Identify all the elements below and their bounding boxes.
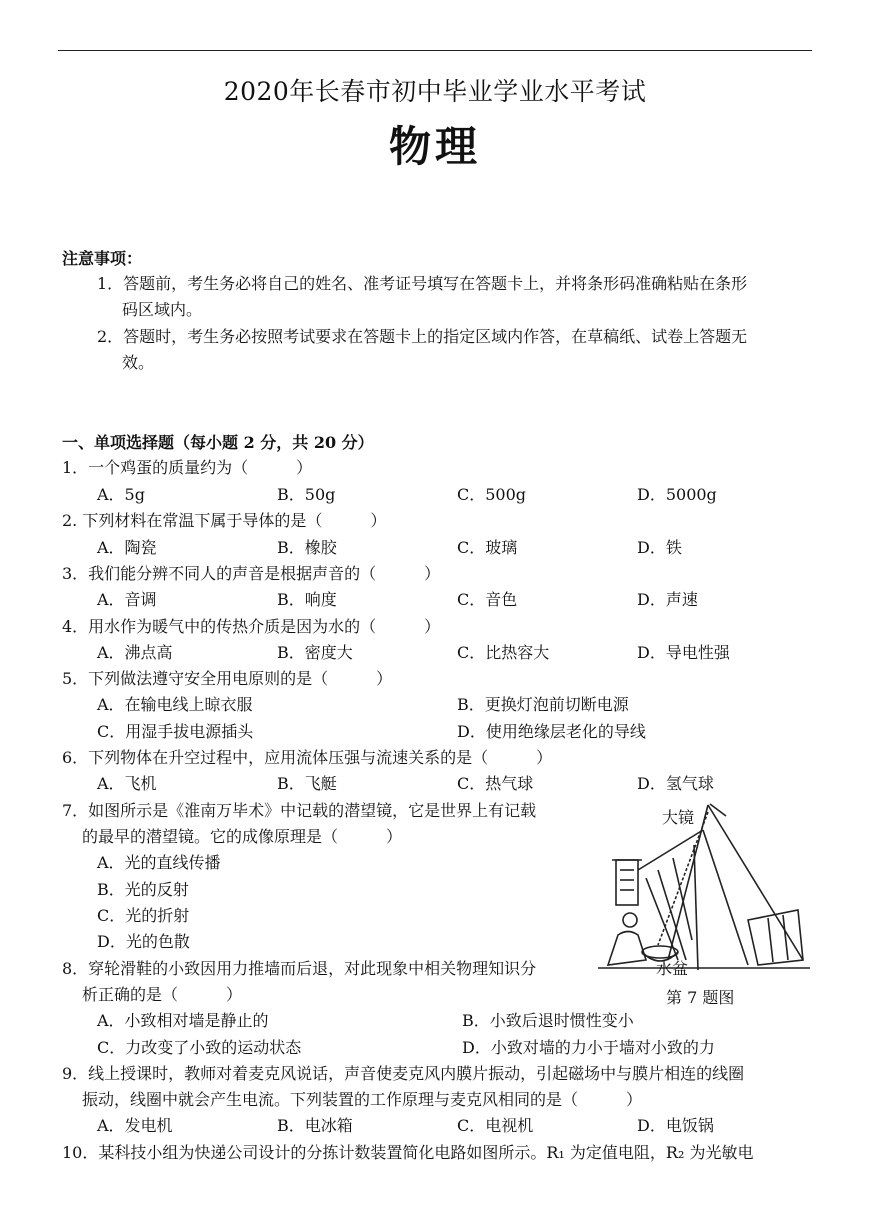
question-7-option-c: C．光的折射 bbox=[97, 906, 190, 925]
question-2-option-a: A．陶瓷 bbox=[97, 538, 157, 557]
figure-label-water-basin: 水盆 bbox=[656, 959, 689, 978]
question-3-option-d: D．声速 bbox=[637, 590, 698, 609]
question-1-option-c: C．500g bbox=[457, 485, 527, 504]
question-6-stem: 6．下列物体在升空过程中，应用流体压强与流速关系的是（ ） bbox=[62, 748, 553, 767]
question-9-option-c: C．电视机 bbox=[457, 1116, 534, 1135]
notice-item-1-line2: 码区域内。 bbox=[122, 300, 203, 319]
question-2-stem: 2. 下列材料在常温下属于导体的是（ ） bbox=[62, 511, 387, 530]
notice-item-1-line1: 1．答题前，考生务必将自己的姓名、准考证号填写在答题卡上，并将条形码准确粘贴在条形 bbox=[97, 274, 748, 293]
question-7-option-a: A．光的直线传播 bbox=[97, 853, 221, 872]
question-1-stem: 1．一个鸡蛋的质量约为（ ） bbox=[62, 458, 313, 477]
question-1-option-a: A．5g bbox=[97, 485, 145, 504]
question-1-option-d: D．5000g bbox=[637, 485, 717, 504]
figure-label-top-mirror: 大镜 bbox=[662, 808, 695, 827]
question-7-stem-cont: 的最早的潜望镜。它的成像原理是（ ） bbox=[82, 827, 403, 846]
question-8-option-a: A．小致相对墙是静止的 bbox=[97, 1011, 269, 1030]
top-rule bbox=[58, 50, 812, 51]
question-6-option-c: C．热气球 bbox=[457, 774, 534, 793]
question-1-option-b: B．50g bbox=[277, 485, 336, 504]
question-5-option-d: D．使用绝缘层老化的导线 bbox=[457, 722, 646, 741]
question-5-option-a: A．在输电线上晾衣服 bbox=[97, 695, 253, 714]
question-6-option-b: B．飞艇 bbox=[277, 774, 337, 793]
question-2-option-d: D．铁 bbox=[637, 538, 682, 557]
question-4-option-c: C．比热容大 bbox=[457, 643, 550, 662]
figure-caption: 第 7 题图 bbox=[666, 988, 735, 1007]
question-8-option-b: B．小致后退时惯性变小 bbox=[462, 1011, 634, 1030]
question-2-option-c: C．玻璃 bbox=[457, 538, 518, 557]
question-9-stem: 9．线上授课时，教师对着麦克风说话，声音使麦克风内膜片振动，引起磁场中与膜片相连的线圈 bbox=[62, 1064, 745, 1083]
question-8-stem: 8．穿轮滑鞋的小致因用力推墙而后退，对此现象中相关物理知识分 bbox=[62, 959, 537, 978]
question-8-option-d: D．小致对墙的力小于墙对小致的力 bbox=[462, 1038, 715, 1057]
question-9-option-b: B．电冰箱 bbox=[277, 1116, 353, 1135]
question-6-option-d: D．氢气球 bbox=[637, 774, 714, 793]
question-5-stem: 5．下列做法遵守安全用电原则的是（ ） bbox=[62, 669, 393, 688]
periscope-figure-lines bbox=[598, 804, 810, 970]
notice-item-2-line2: 效。 bbox=[122, 353, 155, 372]
question-10-stem: 10．某科技小组为快递公司设计的分拣计数装置简化电路如图所示。R₁ 为定值电阻，R₂ 为光敏电 bbox=[62, 1143, 754, 1162]
question-5-option-b: B．更换灯泡前切断电源 bbox=[457, 695, 629, 714]
question-4-stem: 4．用水作为暖气中的传热介质是因为水的（ ） bbox=[62, 617, 441, 636]
question-8-stem-cont: 析正确的是（ ） bbox=[82, 985, 243, 1004]
question-5-option-c: C．用湿手拔电源插头 bbox=[97, 722, 254, 741]
question-9-option-d: D．电饭锅 bbox=[637, 1116, 714, 1135]
question-3-option-c: C．音色 bbox=[457, 590, 518, 609]
question-2-option-b: B．橡胶 bbox=[277, 538, 337, 557]
question-4-option-d: D．导电性强 bbox=[637, 643, 730, 662]
question-8-option-c: C．力改变了小致的运动状态 bbox=[97, 1038, 302, 1057]
question-6-option-a: A．飞机 bbox=[97, 774, 157, 793]
question-3-option-a: A．音调 bbox=[97, 590, 157, 609]
question-7-option-d: D．光的色散 bbox=[97, 932, 190, 951]
section-heading: 一、单项选择题（每小题 2 分，共 20 分） bbox=[62, 433, 374, 452]
question-4-option-b: B．密度大 bbox=[277, 643, 353, 662]
question-7-stem: 7．如图所示是《淮南万毕术》中记载的潜望镜，它是世界上有记载 bbox=[62, 801, 537, 820]
question-9-stem-cont: 振动，线圈中就会产生电流。下列装置的工作原理与麦克风相同的是（ ） bbox=[82, 1090, 643, 1109]
question-3-stem: 3．我们能分辨不同人的声音是根据声音的（ ） bbox=[62, 564, 441, 583]
periscope-figure bbox=[598, 800, 810, 975]
exam-title: 物理 bbox=[388, 122, 481, 171]
question-4-option-a: A．沸点高 bbox=[97, 643, 173, 662]
notice-heading: 注意事项： bbox=[62, 249, 143, 268]
exam-subtitle: 2020年长春市初中毕业学业水平考试 bbox=[223, 77, 647, 106]
question-7-option-b: B．光的反射 bbox=[97, 880, 189, 899]
question-3-option-b: B．响度 bbox=[277, 590, 337, 609]
notice-item-2-line1: 2．答题时，考生务必按照考试要求在答题卡上的指定区域内作答，在草稿纸、试卷上答题无 bbox=[97, 327, 748, 346]
question-9-option-a: A．发电机 bbox=[97, 1116, 173, 1135]
